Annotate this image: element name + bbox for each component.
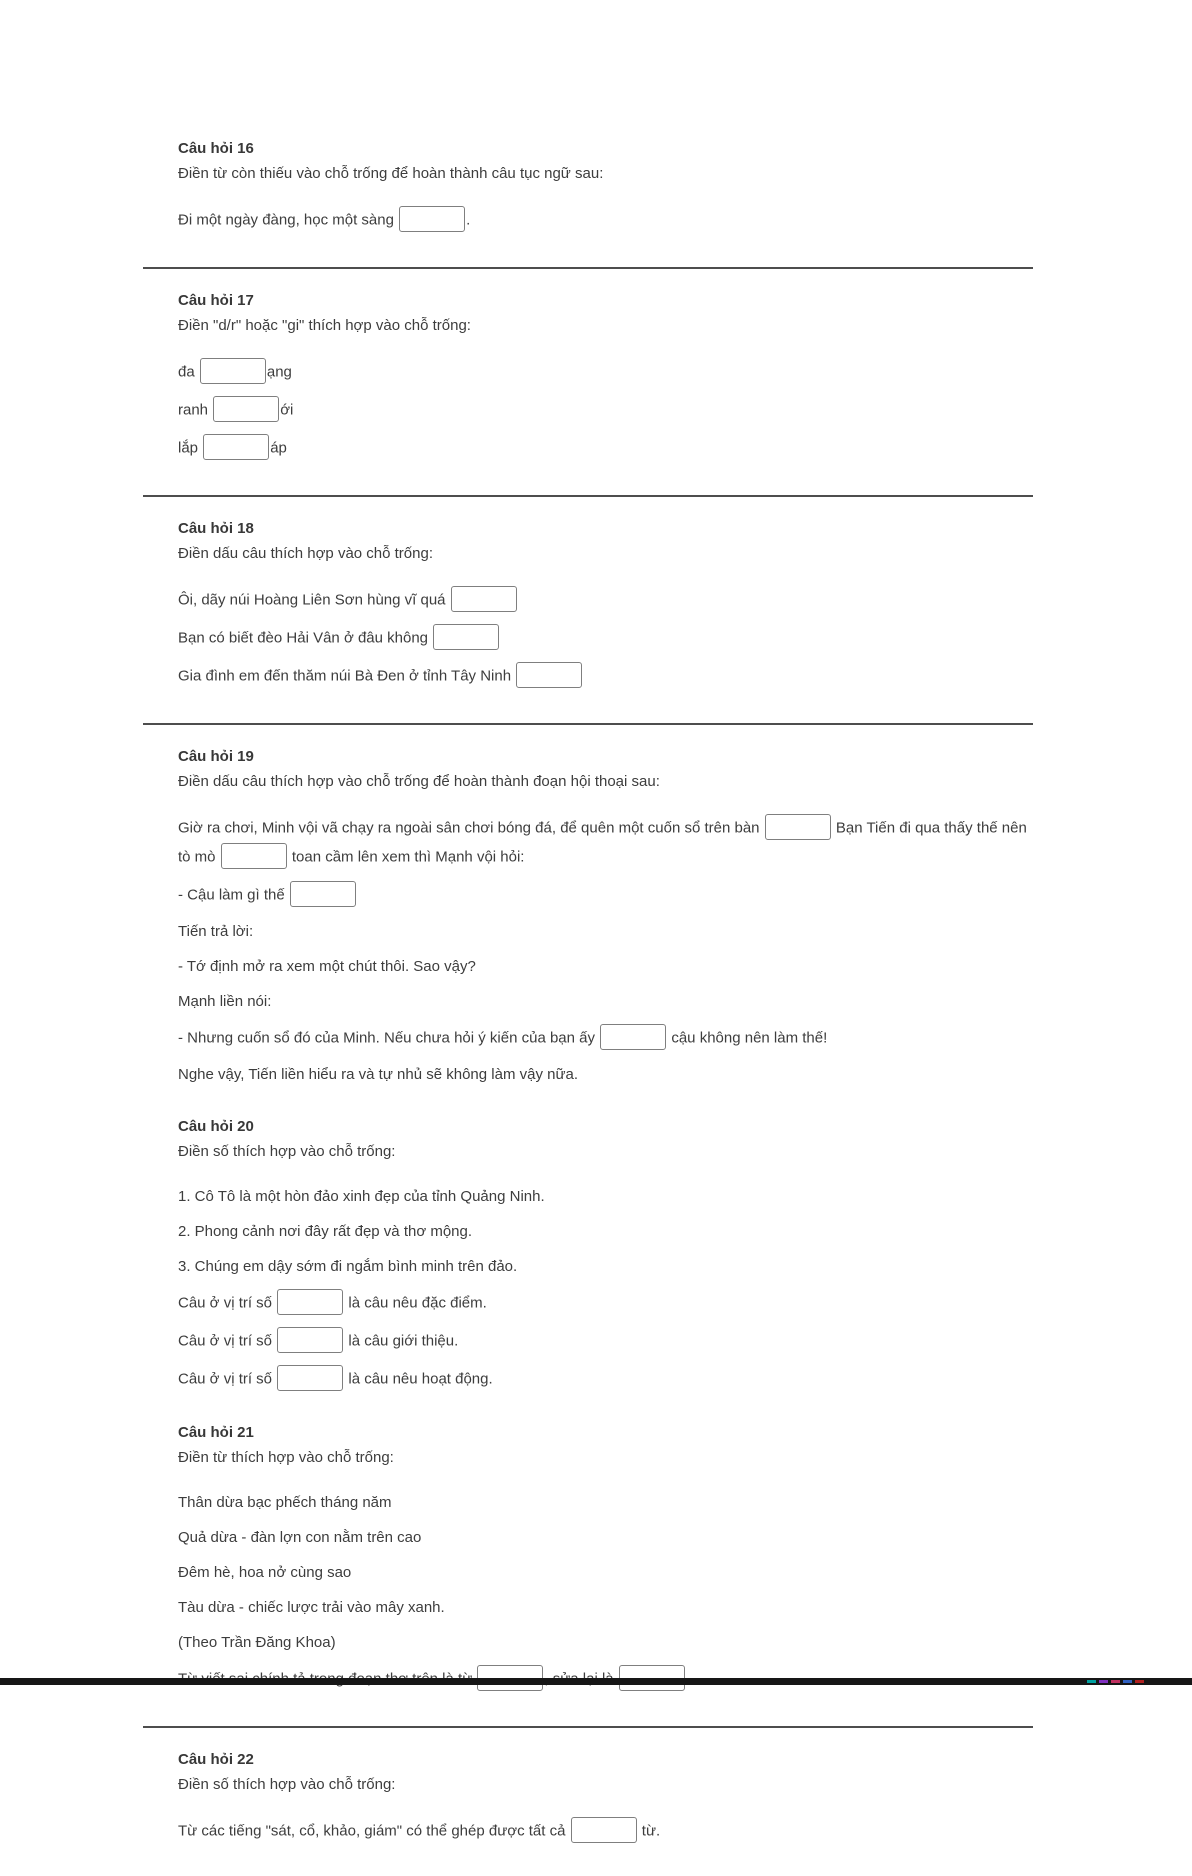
line-text: áp	[270, 439, 287, 457]
answer-input[interactable]	[277, 1327, 343, 1353]
question-block	[143, 1118, 1033, 1394]
line-text: (Theo Trần Đăng Khoa)	[178, 1634, 336, 1651]
question-line	[178, 1595, 1033, 1621]
section-divider	[143, 1726, 1033, 1728]
bottom-bar-accent	[1135, 1680, 1144, 1683]
question-line	[178, 434, 1033, 463]
question-line	[178, 586, 1033, 615]
bottom-bar-accent	[1087, 1680, 1096, 1683]
question-prompt: Điền dấu câu thích hợp vào chỗ trống:	[178, 545, 433, 562]
line-text: đa	[178, 363, 199, 381]
line-text: cậu không nên làm thế!	[667, 1029, 828, 1047]
bottom-bar-accent	[1099, 1680, 1108, 1683]
question-prompt: Điền từ còn thiếu vào chỗ trống để hoàn thành câu tục ngữ sau:	[178, 165, 604, 182]
line-text: Thân dừa bạc phếch tháng năm	[178, 1494, 392, 1511]
line-text: ạng	[266, 363, 292, 381]
line-text: Quả dừa - đàn lợn con nằm trên cao	[178, 1529, 422, 1546]
question-block	[143, 748, 1033, 1088]
answer-input[interactable]	[203, 434, 269, 460]
question-line	[178, 1817, 1033, 1846]
bottom-bar-accents	[1087, 1680, 1144, 1683]
question-prompt: Điền từ thích hợp vào chỗ trống:	[178, 1449, 394, 1466]
question-line	[178, 1490, 1033, 1516]
section-divider	[143, 267, 1033, 269]
question-line	[178, 1525, 1033, 1551]
line-text: 3. Chúng em dậy sớm đi ngắm bình minh trên đảo.	[178, 1258, 518, 1275]
question-line	[178, 1184, 1033, 1210]
line-text: Bạn Tiến đi qua thấy thế nên tò mò	[178, 819, 1027, 866]
question-line	[178, 624, 1033, 653]
line-text: Đi một ngày đàng, học một sàng	[178, 211, 399, 229]
line-text: Mạnh liền nói:	[178, 993, 272, 1010]
answer-input[interactable]	[451, 586, 517, 612]
answer-input[interactable]	[571, 1817, 637, 1843]
line-text: là câu giới thiệu.	[344, 1332, 459, 1350]
answer-input[interactable]	[433, 624, 499, 650]
line-text: lắp	[178, 439, 203, 457]
question-line	[178, 1024, 1033, 1053]
line-text: 1. Cô Tô là một hòn đảo xinh đẹp của tỉnh Quảng Ninh.	[178, 1188, 545, 1205]
question-block	[143, 1751, 1033, 1846]
line-text: Bạn có biết đèo Hải Vân ở đâu không	[178, 629, 433, 647]
question-title: Câu hỏi 16	[178, 140, 254, 157]
question-title: Câu hỏi 17	[178, 292, 254, 309]
line-text: Câu ở vị trí số	[178, 1294, 277, 1312]
question-block	[143, 1424, 1033, 1694]
question-line	[178, 358, 1033, 387]
line-text: toan cầm lên xem thì Mạnh vội hỏi:	[287, 848, 525, 866]
line-text: Giờ ra chơi, Minh vội vã chạy ra ngoài sân chơi bóng đá, để quên một cuốn sổ trên bàn	[178, 819, 764, 837]
line-text: là câu nêu đặc điểm.	[344, 1294, 487, 1312]
question-line	[178, 989, 1033, 1015]
question-line	[178, 954, 1033, 980]
line-text: Đêm hè, hoa nở cùng sao	[178, 1564, 352, 1581]
question-line	[178, 919, 1033, 945]
line-text: Tàu dừa - chiếc lược trải vào mây xanh.	[178, 1599, 445, 1616]
question-line	[178, 1560, 1033, 1586]
question-line	[178, 1062, 1033, 1088]
line-text: - Tớ định mở ra xem một chút thôi. Sao vậy?	[178, 958, 476, 975]
answer-input[interactable]	[277, 1289, 343, 1315]
question-line	[178, 1289, 1033, 1318]
question-line	[178, 1365, 1033, 1394]
line-text: Tiến trả lời:	[178, 923, 254, 940]
question-prompt: Điền dấu câu thích hợp vào chỗ trống để hoàn thành đoạn hội thoại sau:	[178, 773, 660, 790]
question-prompt: Điền số thích hợp vào chỗ trống:	[178, 1776, 396, 1793]
line-text: - Cậu làm gì thế	[178, 886, 289, 904]
bottom-bar-accent	[1111, 1680, 1120, 1683]
line-text: 2. Phong cảnh nơi đây rất đẹp và thơ mộng.	[178, 1223, 473, 1240]
question-line	[178, 662, 1033, 691]
line-text: .	[466, 211, 471, 229]
question-line	[178, 1219, 1033, 1245]
line-text: Câu ở vị trí số	[178, 1332, 277, 1350]
answer-input[interactable]	[516, 662, 582, 688]
line-text: từ.	[637, 1822, 661, 1840]
answer-input[interactable]	[290, 881, 356, 907]
question-title: Câu hỏi 19	[178, 748, 254, 765]
question-prompt: Điền số thích hợp vào chỗ trống:	[178, 1143, 396, 1160]
question-line	[178, 881, 1033, 910]
line-text: Từ các tiếng "sát, cổ, khảo, giám" có thể ghép được tất cả	[178, 1822, 570, 1840]
answer-input[interactable]	[277, 1365, 343, 1391]
answer-input[interactable]	[600, 1024, 666, 1050]
question-line	[178, 396, 1033, 425]
question-line	[178, 1327, 1033, 1356]
line-text: Nghe vậy, Tiến liền hiểu ra và tự nhủ sẽ không làm vậy nữa.	[178, 1066, 579, 1083]
questions-list	[143, 140, 1033, 1876]
line-text: Gia đình em đến thăm núi Bà Đen ở tỉnh Tây Ninh	[178, 667, 516, 685]
question-prompt: Điền "d/r" hoặc "gi" thích hợp vào chỗ trống:	[178, 317, 471, 334]
section-divider	[143, 723, 1033, 725]
question-title: Câu hỏi 18	[178, 520, 254, 537]
line-text: ranh	[178, 401, 213, 419]
line-text: Câu ở vị trí số	[178, 1370, 277, 1388]
question-title: Câu hỏi 20	[178, 1118, 254, 1135]
line-text: ới	[280, 401, 294, 419]
question-block	[143, 140, 1033, 235]
answer-input[interactable]	[221, 843, 287, 869]
section-divider	[143, 495, 1033, 497]
answer-input[interactable]	[200, 358, 266, 384]
line-text: - Nhưng cuốn sổ đó của Minh. Nếu chưa hỏi ý kiến của bạn ấy	[178, 1029, 600, 1047]
bottom-bar-accent	[1123, 1680, 1132, 1683]
answer-input[interactable]	[765, 814, 831, 840]
line-text: Ôi, dãy núi Hoàng Liên Sơn hùng vĩ quá	[178, 591, 450, 609]
answer-input[interactable]	[399, 206, 465, 232]
question-block	[143, 292, 1033, 463]
question-title: Câu hỏi 22	[178, 1751, 254, 1768]
question-line	[178, 814, 1033, 872]
line-text: là câu nêu hoạt động.	[344, 1370, 493, 1388]
question-line	[178, 1630, 1033, 1656]
question-title: Câu hỏi 21	[178, 1424, 254, 1441]
bottom-bar	[0, 1678, 1192, 1685]
answer-input[interactable]	[213, 396, 279, 422]
question-line	[178, 1254, 1033, 1280]
question-line	[178, 206, 1033, 235]
question-block	[143, 520, 1033, 691]
